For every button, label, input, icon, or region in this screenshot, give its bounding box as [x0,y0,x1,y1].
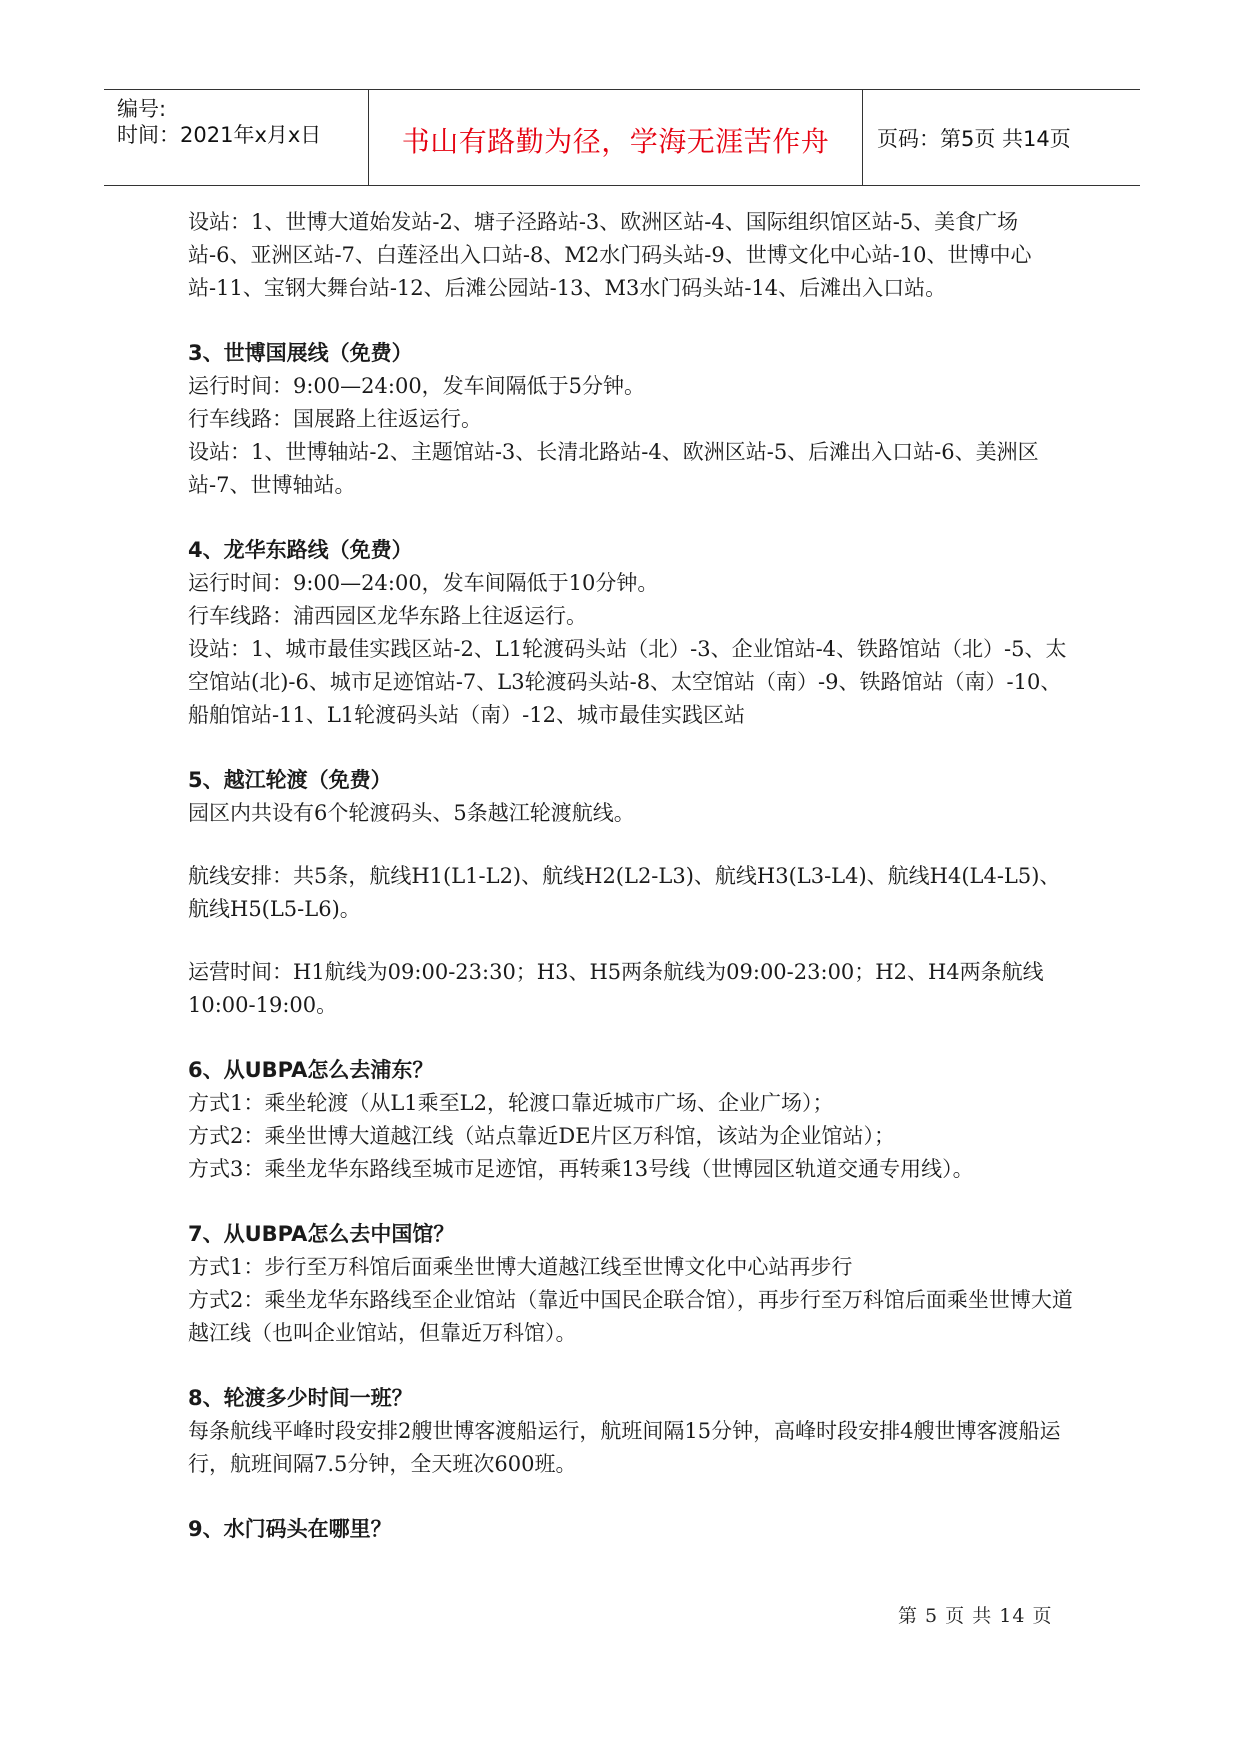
header-page-cell [863,90,1140,185]
header-page-number: 页码：第5页 共14页 [877,127,1071,151]
section-7-option-2: 方式2：乘坐龙华东路线至企业馆站（靠近中国民企联合馆），再步行至万科馆后面乘坐世博大道越江线（也叫企业馆站，但靠近万科馆）。 [188,1288,1073,1345]
page-header [104,89,1140,186]
header-left-cell [104,90,366,185]
section-5-routes: 航线安排：共5条，航线H1(L1-L2)、航线H2(L2-L3)、航线H3(L3-L4)、航线H4(L4-L5)、航线H5(L5-L6)。 [188,864,1061,921]
section-6-option-1: 方式1：乘坐轮渡（从L1乘至L2，轮渡口靠近城市广场、企业广场）； [188,1091,834,1115]
section-6-option-2: 方式2：乘坐世博大道越江线（站点靠近DE片区万科馆，该站为企业馆站）； [188,1124,896,1148]
intro-stations-paragraph: 设站：1、世博大道始发站-2、塘子泾路站-3、欧洲区站-4、国际组织馆区站-5、美食广场站-6、亚洲区站-7、白莲泾出入口站-8、M2水门码头站-9、世博文化中心站-10、世博中心站-11、宝钢大舞台站-12、后滩公园站-13、M3水门码头站-14、后滩出入口站。 [188,210,1032,300]
document-body [188,206,1078,1546]
section-7-title: 7、从UBPA怎么去中国馆？ [188,1222,455,1246]
section-7-option-1: 方式1：步行至万科馆后面乘坐世博大道越江线至世博文化中心站再步行 [188,1255,853,1279]
section-8-title: 8、轮渡多少时间一班？ [188,1386,413,1410]
header-motto-cell [368,90,863,185]
section-9-title: 9、水门码头在哪里？ [188,1517,392,1541]
section-6-option-3: 方式3：乘坐龙华东路线至城市足迹馆，再转乘13号线（世博园区轨道交通专用线）。 [188,1157,974,1181]
document-time-label: 时间：2021年x月x日 [117,123,322,147]
section-3-stations: 设站：1、世博轴站-2、主题馆站-3、长清北路站-4、欧洲区站-5、后滩出入口站-6、美洲区站-7、世博轴站。 [188,440,1039,497]
header-motto: 书山有路勤为径，学海无涯苦作舟 [401,125,830,158]
document-code-label: 编号: [117,97,167,121]
section-4-title: 4、龙华东路线（免费） [188,538,413,562]
section-8-schedule: 每条航线平峰时段安排2艘世博客渡船运行，航班间隔15分钟，高峰时段安排4艘世博客渡船运行，航班间隔7.5分钟，全天班次600班。 [188,1419,1061,1476]
section-4-hours: 运行时间：9:00—24:00，发车间隔低于10分钟。 [188,571,659,595]
section-4-route: 行车线路：浦西园区龙华东路上往返运行。 [188,604,587,628]
section-3-route: 行车线路：国展路上往返运行。 [188,407,482,431]
section-3-hours: 运行时间：9:00—24:00，发车间隔低于5分钟。 [188,374,646,398]
section-6-title: 6、从UBPA怎么去浦东？ [188,1058,434,1082]
page-footer-number: 第 5 页 共 14 页 [898,1605,1053,1627]
section-5-title: 5、越江轮渡（免费） [188,768,392,792]
section-3-title: 3、世博国展线（免费） [188,341,413,365]
section-5-operating-hours: 运营时间：H1航线为09:00-23:30；H3、H5两条航线为09:00-23:00；H2、H4两条航线10:00-19:00。 [188,960,1044,1017]
section-4-stations: 设站：1、城市最佳实践区站-2、L1轮渡码头站（北）-3、企业馆站-4、铁路馆站（北）-5、太空馆站(北)-6、城市足迹馆站-7、L3轮渡码头站-8、太空馆站（南）-9、铁路馆站（南）-10、船舶馆站-11、L1轮渡码头站（南）-12、城市最佳实践区站 [188,637,1067,727]
section-5-docks: 园区内共设有6个轮渡码头、5条越江轮渡航线。 [188,801,635,825]
